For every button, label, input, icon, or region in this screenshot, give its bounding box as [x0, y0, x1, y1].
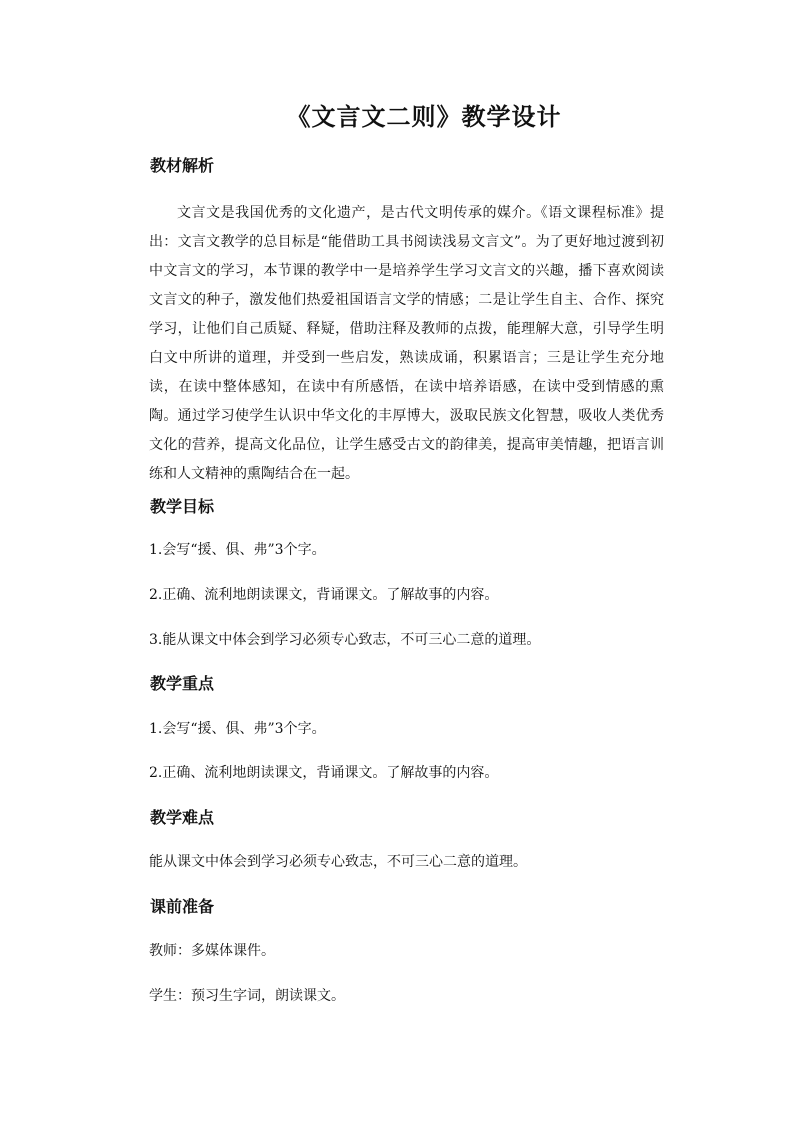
preparation-item: 学生：预习生字词，朗读课文。: [149, 988, 345, 1004]
goal-item: 2.正确、流利地朗读课文，背诵课文。了解故事的内容。: [149, 587, 499, 603]
section-heading-materials: 教材解析: [150, 156, 215, 175]
key-point-item: 1.会写“援、俱、弗”3个字。: [149, 721, 326, 737]
page-title: 《文言文二则》教学设计: [286, 102, 562, 131]
section-heading-preparation: 课前准备: [150, 897, 215, 916]
preparation-item: 教师：多媒体课件。: [149, 943, 275, 959]
goal-item: 1.会写“援、俱、弗”3个字。: [149, 542, 326, 558]
goal-item: 3.能从课文中体会到学习必须专心致志，不可三心二意的道理。: [149, 632, 541, 648]
materials-paragraph: 文言文是我国优秀的文化遗产，是古代文明传承的媒介。《语文课程标准》提出：文言文教学的总目标是“能借助工具书阅读浅易文言文”。为了更好地过渡到初中文言文的学习，本节课的教学中一是培养学生学习文言文的兴趣，播下喜欢阅读文言文的种子，激发他们热爱祖国语言文学的情感；二是让学生自主、合作、探究学习，让他们自己质疑、释疑，借助注释及教师的点拨，能理解大意，引导学生明白文中所讲的道理，并受到一些启发，熟读成诵，积累语言；三是让学生充分地读，在读中整体感知，在读中有所感悟，在读中培养语感，在读中受到情感的熏陶。通过学习使学生认识中华文化的丰厚博大，汲取民族文化智慧，吸收人类优秀文化的营养，提高文化品位，让学生感受古文的韵律美，提高审美情趣，把语言训练和人文精神的熏陶结合在一起。: [149, 205, 664, 482]
section-heading-key-points: 教学重点: [150, 674, 215, 693]
key-point-item: 2.正确、流利地朗读课文，背诵课文。了解故事的内容。: [149, 765, 499, 781]
section-heading-goals: 教学目标: [150, 497, 215, 516]
section-heading-difficulties: 教学难点: [150, 808, 215, 827]
difficulty-text: 能从课文中体会到学习必须专心致志，不可三心二意的道理。: [149, 854, 527, 870]
